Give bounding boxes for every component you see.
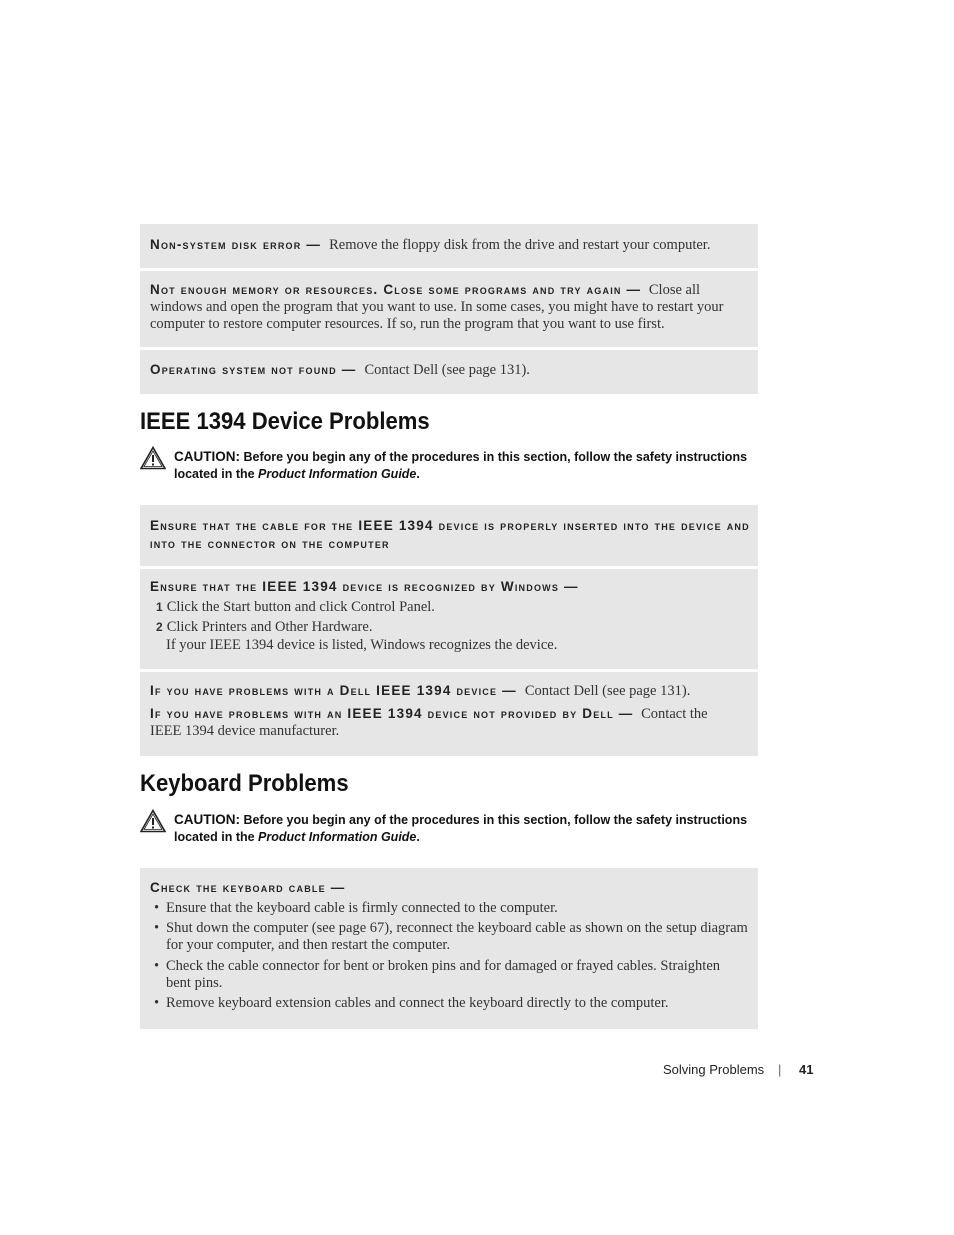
bullet-icon: • [154,900,160,916]
non-dell-device-problems-text-1: Contact the [641,706,708,722]
caution-warning-icon [140,446,166,470]
ensure-cable-inserted-box [140,505,758,566]
ieee-caution-guide-title: Product Information Guide [258,467,417,481]
non-dell-device-problems-heading: If you have problems with an IEEE 1394 device not provided by Dell — [150,706,634,721]
caution-warning-icon [140,809,166,833]
os-not-found-heading: Operating system not found — [150,362,357,377]
footer-separator: | [778,1062,782,1077]
os-not-found-box [140,350,758,394]
list-item-text: Ensure that the keyboard cable is firmly connected to the computer. [166,900,558,916]
not-enough-memory-box [140,271,758,347]
not-enough-memory-text-2: windows and open the program that you want to use. In some cases, you might have to restart your [150,299,724,315]
ensure-device-recognized-box [140,569,758,669]
step-2-text-pre: Click [166,619,202,635]
non-system-disk-error-heading: Non-system disk error — [150,237,322,252]
page-number: 41 [799,1062,814,1077]
step-1-text-mid: button and click [250,599,352,615]
dell-device-problems-heading: If you have problems with a Dell IEEE 1394 device — [150,683,517,698]
ieee-caution-line2-post: . [416,467,420,481]
step-2 [156,619,372,636]
ieee-caution-line2-pre: located in the [174,467,259,481]
step-2-text-post: . [368,619,373,635]
keyboard-caution-line2-pre: located in the [174,830,259,844]
keyboard-caution-line1: Before you begin any of the procedures in this section, follow the safety instructions [243,813,748,827]
footer-section-name: Solving Problems [663,1062,765,1077]
step-1-number: 1 [156,600,163,614]
control-panel-ui-label: Control Panel [351,599,432,615]
ensure-cable-inserted-heading-1: Ensure that the cable for the IEEE 1394 device is properly inserted into the device and [150,518,750,533]
step-1 [156,599,435,616]
ensure-cable-inserted-heading-2: into the connector on the computer [150,536,390,551]
ieee-caution-label: CAUTION: [174,449,240,464]
not-enough-memory-text-3: computer to restore computer resources. If so, run the program that you want to use first. [150,316,665,332]
keyboard-caution-guide-title: Product Information Guide [258,830,417,844]
start-ui-label: Start [223,599,251,615]
os-not-found-text: Contact Dell (see page 131). [364,362,530,378]
list-item-text: Check the cable connector for bent or broken pins and for damaged or frayed cables. Straighten bent pins. [166,958,721,991]
bullet-icon: • [154,995,160,1011]
step-1-text-pre: Click the [166,599,224,615]
ensure-device-recognized-heading: Ensure that the IEEE 1394 device is recognized by Windows — [150,579,579,594]
not-enough-memory-text-1: Close all [648,282,701,298]
ieee-problems-box [140,672,758,756]
list-item-text: Shut down the computer (see page 67), reconnect the keyboard cable as shown on the setup diagram for your computer, and then restart the computer. [166,920,748,953]
ieee-section-title: IEEE 1394 Device Problems [140,408,430,435]
keyboard-section-title: Keyboard Problems [140,770,349,797]
non-system-disk-error-text: Remove the floppy disk from the drive and restart your computer. [329,237,711,253]
bullet-icon: • [154,920,160,936]
device-listed-note: If your IEEE 1394 device is listed, Windows recognizes the device. [166,637,558,653]
bullet-icon: • [154,958,160,974]
step-1-text-post: . [431,599,435,615]
non-system-disk-error-box [140,224,758,268]
ieee-caution-line1: Before you begin any of the procedures in this section, follow the safety instructions [243,450,748,464]
printers-hardware-ui-label: Printers and Other Hardware [201,619,369,635]
keyboard-caution-line2-post: . [416,830,420,844]
check-keyboard-cable-box [140,868,758,1029]
list-item-text: Remove keyboard extension cables and connect the keyboard directly to the computer. [166,995,669,1011]
keyboard-caution-label: CAUTION: [174,812,240,827]
non-dell-device-problems-text-2: IEEE 1394 device manufacturer. [150,723,340,739]
check-keyboard-cable-heading: Check the keyboard cable — [150,880,346,895]
step-2-number: 2 [156,620,163,634]
dell-device-problems-text: Contact Dell (see page 131). [524,683,691,699]
not-enough-memory-heading: Not enough memory or resources. Close some programs and try again — [150,282,642,297]
